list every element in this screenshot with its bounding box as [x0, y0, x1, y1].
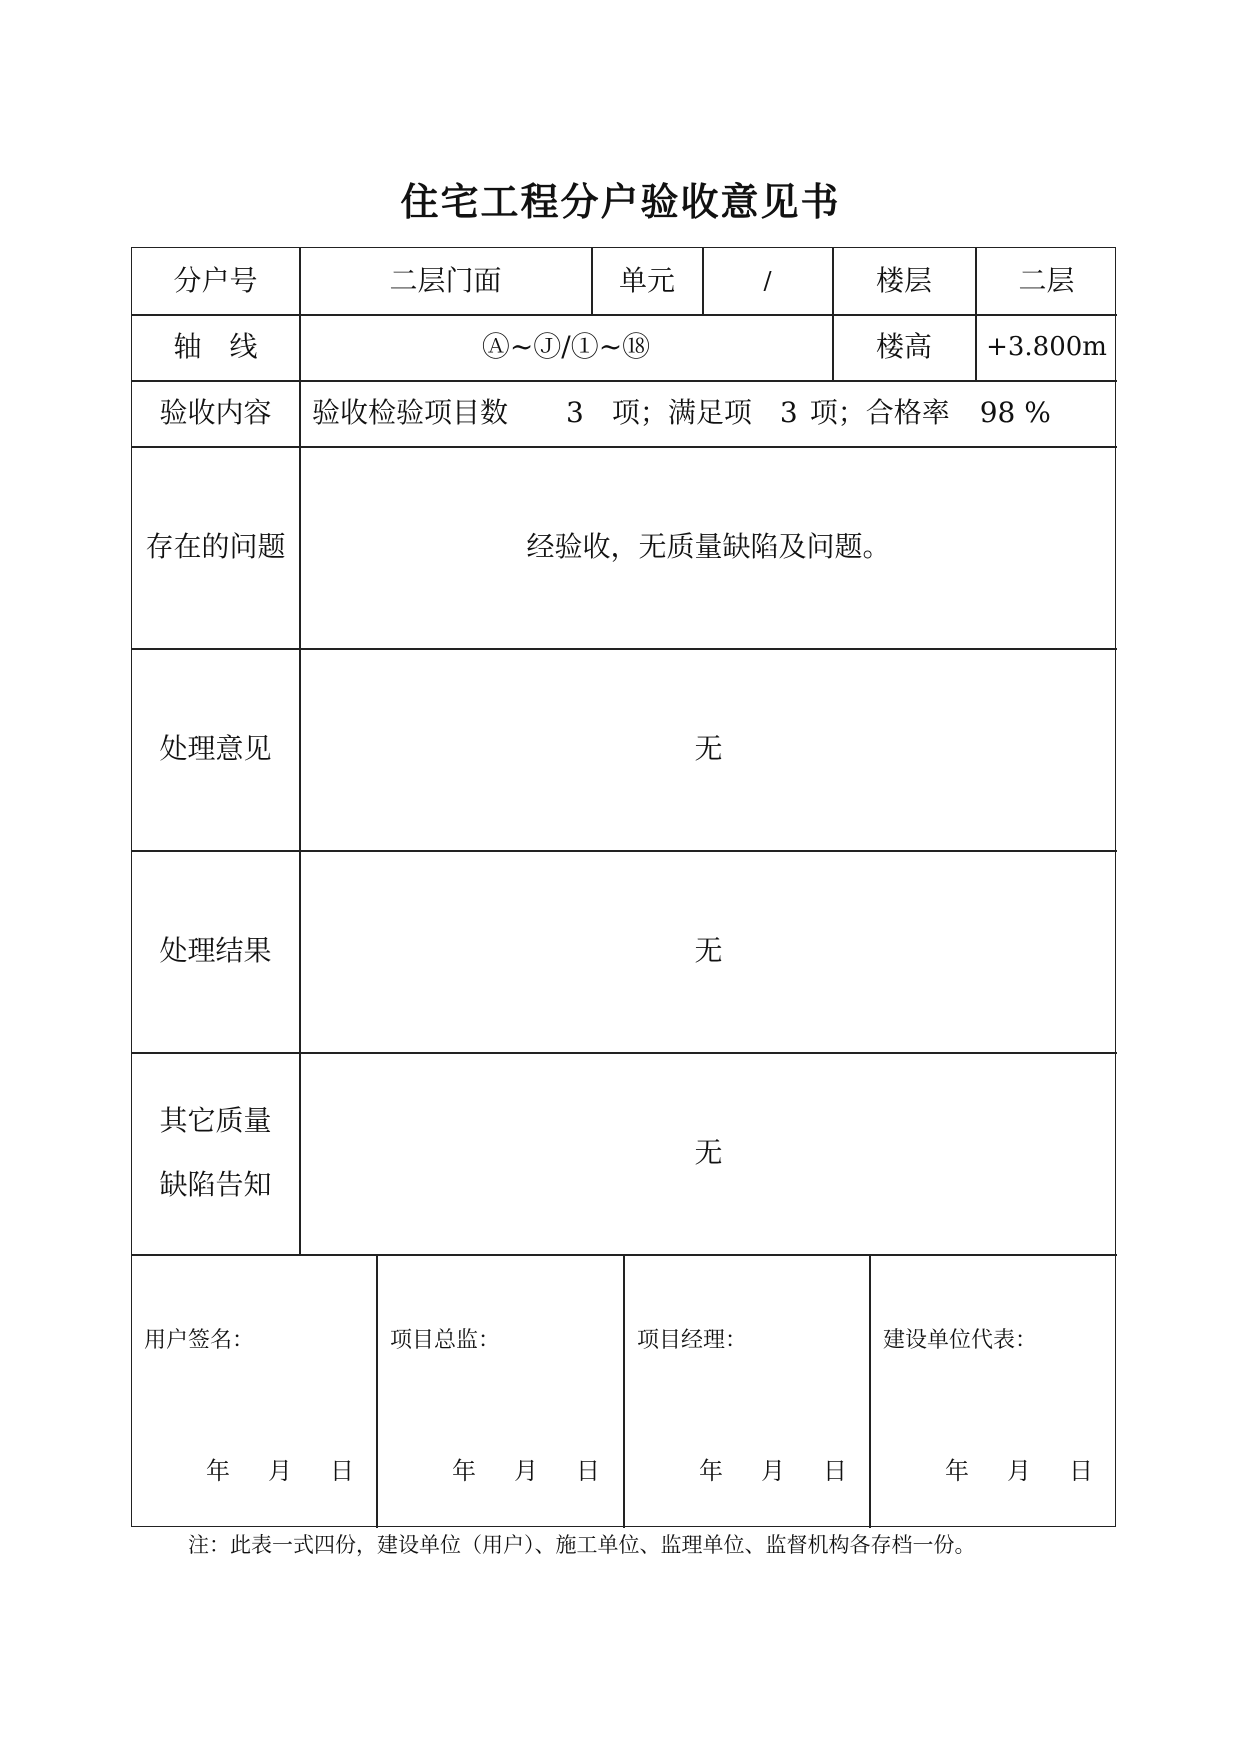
floor-label: 楼层 — [875, 264, 932, 297]
opinion-value: 无 — [694, 732, 723, 765]
satisfied-count: 3 — [779, 396, 798, 429]
user-signature-date — [206, 1451, 354, 1486]
other-defects-label-line2: 缺陷告知 — [159, 1168, 272, 1201]
other-defects-label-line1: 其它质量 — [159, 1104, 272, 1137]
result-label: 处理结果 — [159, 934, 272, 967]
items-unit: 项；满足项 — [611, 396, 752, 429]
inspection-content-label: 验收内容 — [159, 396, 272, 429]
column-divider — [376, 1254, 378, 1528]
items-count: 3 — [566, 396, 584, 429]
axis-label: 轴 线 — [173, 330, 258, 363]
acceptance-form — [131, 247, 1116, 1527]
year-label: 年 — [699, 1457, 723, 1485]
unit-no-label: 分户号 — [173, 264, 258, 297]
day-label: 日 — [823, 1457, 847, 1485]
unit-value: / — [763, 267, 772, 295]
height-label: 楼高 — [875, 330, 932, 363]
month-label: 月 — [514, 1457, 538, 1485]
floor-value: 二层 — [1018, 264, 1075, 297]
row-divider — [132, 1254, 1117, 1256]
problems-value: 经验收，无质量缺陷及问题。 — [526, 530, 891, 563]
satisfied-unit: 项；合格率 — [809, 396, 950, 429]
year-label: 年 — [945, 1457, 969, 1485]
inspection-content-value — [300, 380, 1117, 446]
chief-supervisor-date — [452, 1451, 600, 1486]
height-value: +3.800m — [986, 332, 1107, 362]
month-label: 月 — [761, 1457, 785, 1485]
chief-supervisor-label: 项目总监： — [390, 1328, 501, 1353]
pass-rate: 98 % — [979, 396, 1051, 429]
other-defects-label — [132, 1052, 299, 1254]
result-value: 无 — [694, 934, 723, 967]
column-divider — [869, 1254, 871, 1528]
project-manager-date — [699, 1451, 847, 1486]
form-title: 住宅工程分户验收意见书 — [400, 179, 841, 224]
month-label: 月 — [1007, 1457, 1031, 1485]
problems-label: 存在的问题 — [145, 530, 286, 563]
unit-no-value: 二层门面 — [389, 264, 502, 297]
unit-label: 单元 — [618, 264, 675, 297]
items-text: 验收检验项目数 — [312, 396, 509, 429]
day-label: 日 — [1069, 1457, 1093, 1485]
other-defects-value: 无 — [694, 1136, 723, 1169]
user-signature-label: 用户签名： — [144, 1328, 255, 1353]
day-label: 日 — [576, 1457, 600, 1485]
project-manager-label: 项目经理： — [637, 1328, 748, 1353]
year-label: 年 — [452, 1457, 476, 1485]
opinion-label: 处理意见 — [159, 732, 272, 765]
developer-rep-date — [945, 1451, 1093, 1486]
month-label: 月 — [268, 1457, 292, 1485]
developer-rep-label: 建设单位代表： — [883, 1328, 1038, 1353]
day-label: 日 — [330, 1457, 354, 1485]
footnote: 注：此表一式四份，建设单位（用户）、施工单位、监理单位、监督机构各存档一份。 — [188, 1533, 976, 1557]
year-label: 年 — [206, 1457, 230, 1485]
column-divider — [623, 1254, 625, 1528]
axis-value: Ⓐ~Ⓙ/①~⑱ — [481, 330, 651, 363]
